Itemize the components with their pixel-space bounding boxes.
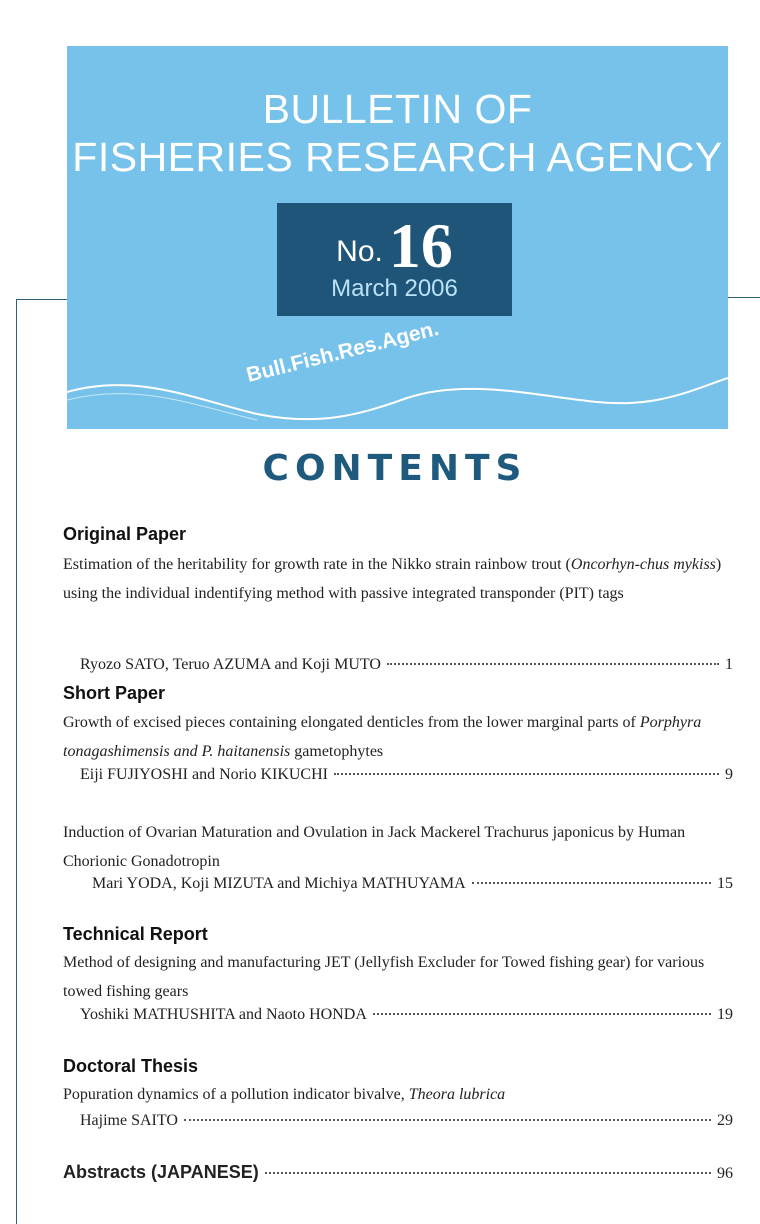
- section-heading-doctoral-thesis: Doctoral Thesis: [63, 1056, 199, 1076]
- original-paper-title: Estimation of the heritability for growth rate in the Nikko strain rainbow trout (Oncorhyn-chus mykiss) using the individual indentifying method with passive integrated transponder (PIT) tags: [63, 556, 722, 602]
- dot-leader: [334, 773, 719, 775]
- abstracts-entry[interactable]: [63, 1162, 733, 1183]
- technical-report-authors: Yoshiki MATHUSHITA and Naoto HONDA: [80, 1006, 367, 1023]
- issue-box: [277, 203, 512, 316]
- dot-leader: [472, 882, 711, 884]
- original-paper-entry[interactable]: [80, 656, 733, 674]
- section-heading-short-paper: Short Paper: [63, 683, 166, 703]
- abstracts-page: 96: [717, 1165, 733, 1182]
- short-paper-2-page: 15: [717, 875, 733, 892]
- doctoral-thesis-page: 29: [717, 1112, 733, 1129]
- issue-prefix: No.: [336, 235, 383, 268]
- cover-banner: [67, 46, 728, 429]
- issue-date: March 2006: [331, 275, 458, 302]
- technical-report-page: 19: [717, 1006, 733, 1023]
- frame-line-left: [16, 299, 17, 1224]
- doctoral-thesis-authors: Hajime SAITO: [80, 1112, 178, 1129]
- dot-leader: [387, 663, 719, 665]
- short-paper-2-authors: Mari YODA, Koji MIZUTA and Michiya MATHUYAMA: [92, 875, 466, 892]
- frame-line-top-right: [728, 297, 760, 298]
- doctoral-thesis-title: Popuration dynamics of a pollution indicator bivalve, Theora lubrica: [63, 1086, 506, 1103]
- short-paper-2-entry[interactable]: [92, 875, 733, 893]
- bulletin-title-line2: FISHERIES RESEARCH AGENCY: [72, 134, 723, 180]
- frame-line-top-left: [16, 299, 67, 300]
- issue-number-line: [277, 209, 512, 283]
- dot-leader: [265, 1172, 711, 1174]
- abstracts-label: Abstracts (JAPANESE): [63, 1162, 259, 1182]
- original-paper-authors: Ryozo SATO, Teruo AZUMA and Koji MUTO: [80, 656, 381, 673]
- contents-heading: CONTENTS: [262, 448, 528, 489]
- short-paper-1-page: 9: [725, 766, 733, 783]
- dot-leader: [184, 1119, 711, 1121]
- issue-number: 16: [388, 210, 453, 281]
- bulletin-title-line1: BULLETIN OF: [262, 86, 533, 132]
- technical-report-entry[interactable]: [80, 1006, 733, 1024]
- section-heading-original-paper: Original Paper: [63, 524, 187, 544]
- short-paper-1-entry[interactable]: [80, 766, 733, 784]
- journal-abbreviation: Bull.Fish.Res.Agen.: [244, 317, 442, 388]
- section-heading-technical-report: Technical Report: [63, 924, 208, 944]
- short-paper-2-title: Induction of Ovarian Maturation and Ovulation in Jack Mackerel Trachurus japonicus by Human Chorionic Gonadotropin: [63, 824, 686, 870]
- dot-leader: [373, 1013, 711, 1015]
- original-paper-page: 1: [725, 656, 733, 673]
- wave-graphic: [67, 356, 728, 429]
- technical-report-title: Method of designing and manufacturing JET (Jellyfish Excluder for Towed fishing gear) for various towed fishing gears: [63, 954, 705, 1000]
- doctoral-thesis-entry[interactable]: [80, 1112, 733, 1130]
- short-paper-1-authors: Eiji FUJIYOSHI and Norio KIKUCHI: [80, 766, 328, 783]
- short-paper-1-title: Growth of excised pieces containing elongated denticles from the lower marginal parts of Porphyra tonagashimensis and P. haitanensis gametophytes: [63, 714, 702, 760]
